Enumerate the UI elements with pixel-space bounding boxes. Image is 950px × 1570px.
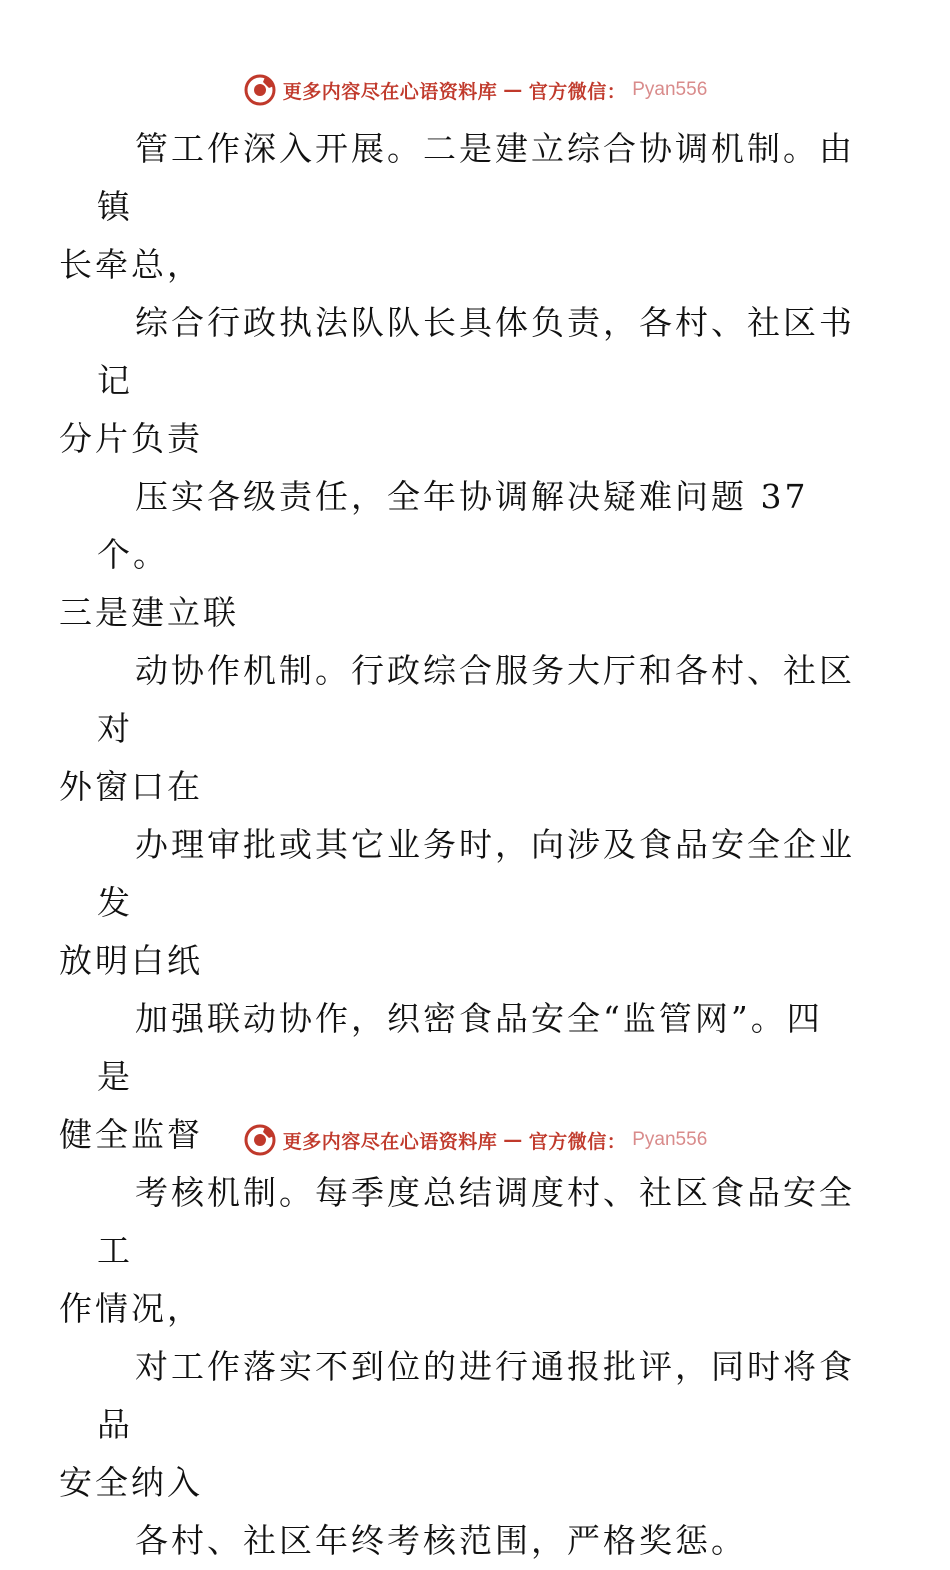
- paragraph: [59, 816, 857, 990]
- text-line: 对工作落实不到位的进行通报批评，同时将食品: [97, 1347, 855, 1444]
- text-line: 作情况，: [59, 1289, 203, 1328]
- text-line: 压实各级责任，全年协调解决疑难问题 37 个。: [97, 477, 809, 574]
- paragraph: [59, 1164, 857, 1338]
- footer-watermark: [0, 1120, 950, 1160]
- watermark-contact-label: 官方微信：: [528, 80, 627, 103]
- watermark-dash: —: [503, 1129, 523, 1151]
- paragraph: [59, 294, 857, 468]
- header-watermark: [0, 70, 950, 110]
- document-body: [59, 120, 857, 1570]
- brand-logo-icon: [243, 1123, 277, 1157]
- text-line: 综合行政执法队队长具体负责，各村、社区书记: [97, 303, 855, 400]
- paragraph: [59, 1338, 857, 1512]
- text-line: 分片负责: [59, 419, 203, 458]
- text-line: 健全监督: [59, 1115, 203, 1154]
- text-line: 办理审批或其它业务时，向涉及食品安全企业发: [97, 825, 855, 922]
- watermark-contact-id: Pyan556: [632, 1129, 708, 1150]
- text-line: 各村、社区年终考核范围，严格奖惩。: [135, 1521, 747, 1560]
- watermark-text: 更多内容尽在心语资料库: [282, 80, 498, 103]
- text-line: 长牵总，: [59, 245, 203, 284]
- brand-logo-icon: [243, 73, 277, 107]
- text-line: 加强联动协作，织密食品安全“监管网”。四是: [97, 999, 823, 1096]
- text-line: 三是建立联: [59, 593, 239, 632]
- text-line: 放明白纸: [59, 941, 203, 980]
- text-line: 动协作机制。行政综合服务大厅和各村、社区对: [97, 651, 855, 748]
- watermark-text: 更多内容尽在心语资料库: [282, 1130, 498, 1153]
- text-line: 管工作深入开展。二是建立综合协调机制。由镇: [97, 129, 855, 226]
- watermark-contact-id: Pyan556: [632, 79, 708, 100]
- paragraph: [59, 120, 857, 294]
- watermark-contact-label: 官方微信：: [528, 1130, 627, 1153]
- text-line: 安全纳入: [59, 1463, 203, 1502]
- text-line: 外窗口在: [59, 767, 203, 806]
- paragraph: [59, 642, 857, 816]
- paragraph: [59, 468, 857, 642]
- paragraph: [97, 1512, 857, 1570]
- watermark-dash: —: [503, 79, 523, 101]
- text-line: 考核机制。每季度总结调度村、社区食品安全工: [97, 1173, 855, 1270]
